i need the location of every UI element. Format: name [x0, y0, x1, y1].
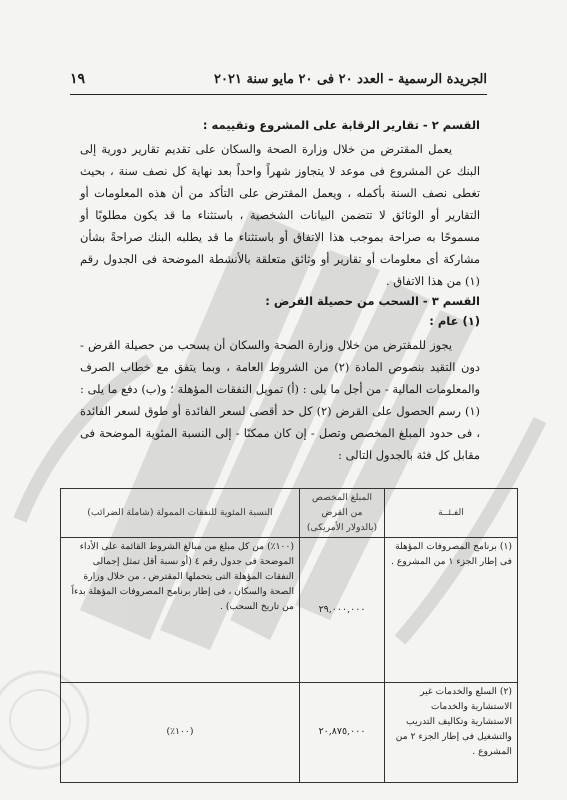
table-header-row — [61, 489, 518, 538]
section-2-title: القسم ٢ - تقارير الرقابة على المشروع وتقييمه : — [202, 118, 480, 132]
header-amount: المبلغ المخصص من القرض (بالدولار الأمريكى) — [300, 489, 385, 538]
allocation-table — [60, 488, 518, 783]
document-body — [80, 118, 480, 466]
row-category: (٢) السلع والخدمات غير الاستشارية والخدمات الاستشارية وتكاليف التدريب والتشغيل فى إطار الجزء ٢ من المشروع . — [385, 683, 518, 783]
section-3-paragraph: يجوز للمقترض من خلال وزارة الصحة والسكان أن يسحب من حصيلة القرض - دون التقيد بنصوص المادة (٢) من الشروط العامة ، وبما يتفق مع خطاب الصرف والمعلومات المالية - من أجل ما يلى : (أ) تمويل النفقات المؤهلة ؛ و(ب) دفع ما يلى : (١) رسم الحصول على القرض (٢) كل حد أقصى لسعر الفائدة أو طوق لسعر الفائدة ، فى حدود المبلغ المخصص وتصل - إن كان ممكنًا - إلى النسبة المئوية الموضحة فى مقابل كل فئة بالجدول التالى : — [80, 338, 480, 462]
row-amount: ٢٠,٨٧٥,٠٠٠ — [300, 683, 385, 783]
header-category: الفـئــة — [385, 489, 518, 538]
table-row — [61, 683, 518, 783]
gazette-title: الجريدة الرسمية - العدد ٢٠ فى ٢٠ مايو سنة ٢٠٢١ — [213, 71, 487, 87]
section-3-title: القسم ٣ - السحب من حصيلة القرض : — [265, 294, 480, 308]
row-category: (١) برنامج المصروفات المؤهلة فى إطار الجزء ١ من المشروع . — [385, 538, 518, 683]
header-percentage: النسبة المئوية للنفقات الممولة (شاملة الضرائب) — [61, 489, 300, 538]
row-percentage: (١٠٠٪) — [61, 683, 300, 783]
section-2-paragraph: يعمل المقترض من خلال وزارة الصحة والسكان على تقديم تقارير دورية إلى البنك عن المشروع فى موعد لا يتجاوز شهراً واحداً بعد نهاية كل نصف سنة ، بحيث تغطى نصف السنة بأكمله ، ويعمل المقترض على التأكد من أن هذه المعلومات أو التقارير أو الوثائق لا تتضمن البيانات الشخصية ، باستثناء ما قد يكون مطلوبًا أو مسموحًا به صراحة بموجب هذا الاتفاق أو باستثناء ما قد يطلبه البنك صراحةً بشأن مشاركة أى معلومات أو تقارير أو وثائق متعلقة بالأنشطة الموضحة فى الجدول رقم (١) من هذا الاتفاق . — [80, 142, 480, 288]
table-row — [61, 538, 518, 683]
row-percentage: (١٠٠٪) من كل مبلغ من مبالغ الشروط القائمة على الأداء الموضحة فى جدول رقم ٤ (أو نسبة أقل تمثل إجمالى النفقات المؤهلة التى يتحملها المقترض ، من خلال وزارة الصحة والسكان ، فى إطار برنامج المصروفات المؤهلة بدءاً من تاريخ السحب) . — [61, 538, 300, 683]
row-amount: ٢٩,٠٠٠,٠٠٠ — [300, 538, 385, 683]
header-divider — [70, 94, 487, 95]
page-header — [70, 68, 487, 90]
page-number: ١٩ — [70, 71, 86, 87]
section-3-subtitle: (١) عام : — [429, 314, 480, 328]
